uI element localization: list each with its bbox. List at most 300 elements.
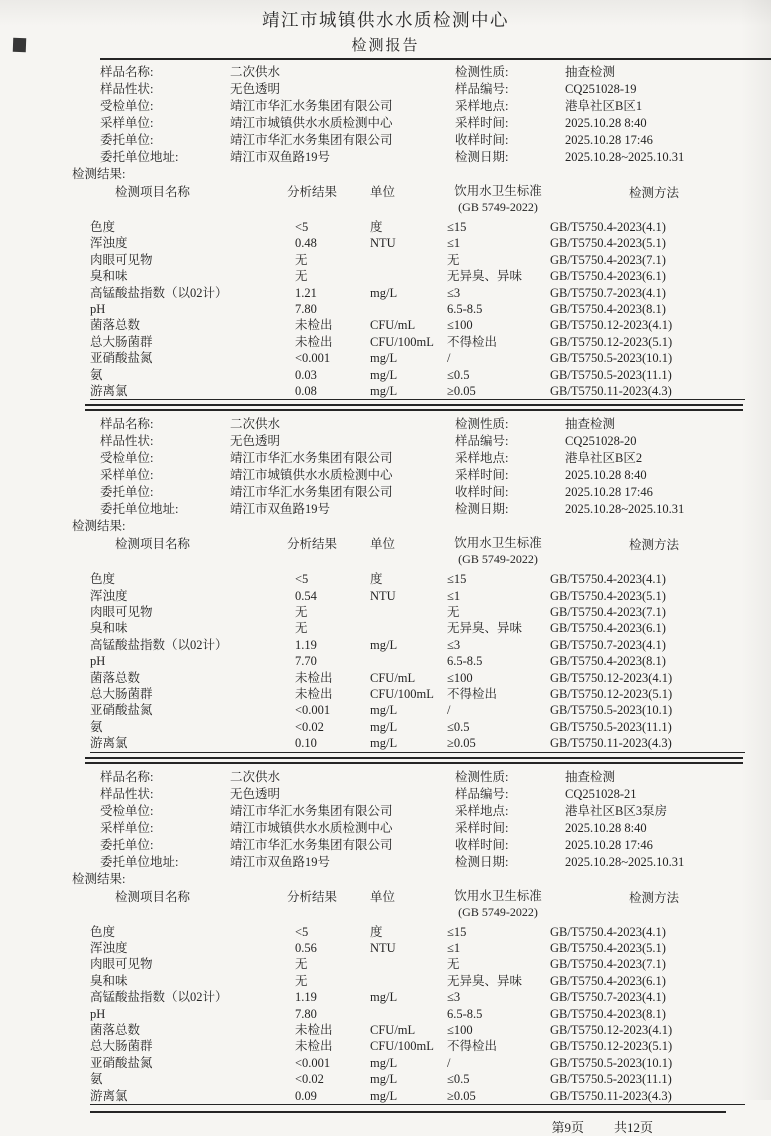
cell-standard-limit: ≤0.5 [447, 719, 470, 734]
cell-test-method: GB/T5750.12-2023(5.1) [550, 687, 673, 702]
cell-test-method: GB/T5750.5-2023(11.1) [550, 367, 672, 382]
cell-item-name: pH [90, 654, 106, 669]
info-value: 2025.10.28 17:46 [565, 133, 653, 147]
cell-standard-limit: ≥0.05 [447, 736, 476, 751]
cell-item-name: 臭和味 [90, 621, 128, 636]
cell-analysis-result: 0.56 [295, 940, 317, 955]
info-value: 二次供水 [230, 65, 281, 79]
cell-item-name: pH [90, 1006, 106, 1021]
sample-info-right-column [455, 64, 771, 166]
info-value: 抽查检测 [565, 417, 616, 432]
info-label: 样品编号: [455, 434, 509, 449]
info-value: 无色透明 [230, 786, 281, 801]
info-value: 2025.10.28~2025.10.31 [565, 854, 685, 869]
cell-test-method: GB/T5750.7-2023(4.1) [550, 637, 666, 652]
table-row [90, 268, 745, 284]
cell-unit: CFU/mL [370, 318, 416, 333]
table-row [90, 719, 745, 735]
cell-unit: NTU [370, 588, 396, 603]
cell-standard-limit: 不得检出 [447, 1039, 498, 1054]
results-table-body [0, 924, 771, 1105]
info-value: 靖江市华汇水务集团有限公司 [230, 451, 393, 466]
info-label: 采样地点: [455, 803, 509, 818]
cell-item-name: 色度 [90, 572, 116, 587]
info-value: 靖江市城镇供水水质检测中心 [230, 820, 393, 835]
cell-analysis-result: 未检出 [295, 1022, 333, 1037]
info-value: 2025.10.28~2025.10.31 [565, 502, 685, 517]
title-divider [100, 58, 771, 60]
cell-standard-limit: ≥0.05 [447, 383, 476, 398]
cell-standard-limit: 6.5-8.5 [447, 301, 483, 316]
table-row [90, 588, 745, 604]
cell-analysis-result: <5 [295, 220, 309, 234]
cell-standard-limit: 6.5-8.5 [447, 1006, 483, 1021]
table-row [90, 235, 745, 251]
cell-test-method: GB/T5750.12-2023(4.1) [550, 670, 673, 685]
cell-unit [370, 973, 447, 989]
results-label: 检测结果: [72, 871, 126, 886]
cell-test-method: GB/T5750.12-2023(4.1) [550, 318, 673, 333]
cell-test-method: GB/T5750.4-2023(5.1) [550, 236, 666, 251]
sample-info-left-column [100, 416, 455, 518]
cell-standard-limit: ≤3 [447, 637, 461, 652]
cell-standard-limit: ≤0.5 [447, 367, 470, 382]
table-row [90, 571, 745, 587]
column-header-standard-ref: (GB 5749-2022) [458, 904, 538, 919]
sample-info-right-column [455, 769, 771, 871]
cell-item-name: 游离氯 [90, 383, 128, 398]
cell-unit: mg/L [370, 736, 398, 751]
info-label: 受检单位: [100, 803, 154, 818]
cell-item-name: 浑浊度 [90, 588, 128, 603]
cell-standard-limit: 无异臭、异味 [447, 973, 523, 988]
cell-standard-limit: ≤0.5 [447, 1072, 470, 1087]
column-header-item: 检测项目名称 [115, 537, 191, 552]
info-label: 采样时间: [455, 116, 509, 130]
info-value: 2025.10.28 8:40 [565, 116, 647, 130]
info-value: 2025.10.28 8:40 [565, 820, 647, 835]
info-value: 靖江市华汇水务集团有限公司 [230, 133, 393, 147]
table-row [90, 1071, 745, 1087]
cell-item-name: 亚硝酸盐氮 [90, 1055, 153, 1070]
info-value: 靖江市华汇水务集团有限公司 [230, 803, 393, 818]
table-row [90, 383, 745, 400]
cell-unit: mg/L [370, 351, 398, 366]
results-label: 检测结果: [72, 167, 126, 181]
info-label: 委托单位: [100, 485, 154, 500]
cell-analysis-result: <0.001 [295, 703, 331, 718]
info-label: 样品性状: [100, 786, 154, 801]
cell-standard-limit: / [447, 1055, 451, 1070]
info-label: 收样时间: [455, 485, 509, 500]
info-value: CQ251028-20 [565, 434, 637, 449]
info-value: CQ251028-19 [565, 82, 637, 96]
cell-analysis-result: 0.48 [295, 236, 317, 251]
cell-standard-limit: ≤3 [447, 990, 461, 1005]
info-value: 靖江市双鱼路19号 [230, 502, 331, 517]
info-label: 样品名称: [100, 65, 154, 79]
cell-item-name: 氨 [90, 719, 103, 734]
cell-analysis-result: 7.80 [295, 1006, 317, 1021]
table-row [90, 1055, 745, 1071]
cell-unit: mg/L [370, 285, 398, 300]
report-sections-container [0, 64, 771, 1107]
cell-test-method: GB/T5750.4-2023(6.1) [550, 269, 666, 284]
cell-item-name: 菌落总数 [90, 1022, 141, 1037]
info-value: 2025.10.28~2025.10.31 [565, 150, 685, 164]
table-row [90, 956, 745, 972]
column-header-standard-ref: (GB 5749-2022) [458, 200, 538, 214]
table-row [90, 252, 745, 268]
column-header-standard: 饮用水卫生标准 (GB 5749-2022) [433, 183, 563, 215]
cell-item-name: 菌落总数 [90, 318, 141, 333]
info-label: 检测日期: [455, 854, 509, 869]
cell-test-method: GB/T5750.5-2023(11.1) [550, 1072, 672, 1087]
cell-analysis-result: 0.54 [295, 588, 317, 603]
page-total: 共12页 [613, 1119, 653, 1135]
report-section [0, 404, 771, 754]
cell-analysis-result: 0.03 [295, 367, 317, 382]
info-value: 港阜社区B区1 [565, 99, 643, 113]
cell-item-name: 高锰酸盐指数（以02计） [90, 637, 228, 652]
cell-standard-limit: ≤15 [447, 572, 467, 587]
info-label: 样品名称: [100, 769, 154, 784]
cell-standard-limit: 无 [447, 605, 460, 620]
cell-item-name: 高锰酸盐指数（以02计） [90, 285, 228, 300]
cell-analysis-result: <0.02 [295, 1072, 324, 1087]
table-row [90, 301, 745, 317]
cell-unit: mg/L [370, 990, 398, 1005]
cell-standard-limit: ≤15 [447, 220, 467, 234]
info-value: 二次供水 [230, 769, 281, 784]
info-label: 受检单位: [100, 99, 154, 113]
cell-test-method: GB/T5750.12-2023(4.1) [550, 1022, 673, 1037]
cell-test-method: GB/T5750.4-2023(6.1) [550, 621, 666, 636]
report-doc-title: 检测报告 [351, 38, 420, 54]
cell-test-method: GB/T5750.5-2023(10.1) [550, 703, 673, 718]
info-label: 采样单位: [100, 116, 154, 130]
cell-standard-limit: / [447, 703, 451, 718]
cell-item-name: 游离氯 [90, 736, 128, 751]
cell-item-name: 肉眼可见物 [90, 252, 153, 267]
page-footer [0, 1117, 653, 1136]
cell-test-method: GB/T5750.4-2023(4.1) [550, 924, 666, 939]
table-row [90, 989, 745, 1005]
cell-standard-limit: 无异臭、异味 [447, 621, 523, 636]
footer-divider [90, 1111, 726, 1113]
sample-info-left-column [100, 64, 455, 166]
cell-item-name: 游离氯 [90, 1088, 128, 1103]
cell-analysis-result: 1.21 [295, 285, 317, 300]
cell-standard-limit: 无异臭、异味 [447, 269, 523, 284]
cell-analysis-result: 无 [295, 605, 308, 620]
cell-test-method: GB/T5750.7-2023(4.1) [550, 285, 666, 300]
info-value: 港阜社区B区2 [565, 451, 643, 466]
cell-analysis-result: 未检出 [295, 1039, 333, 1054]
column-header-unit: 单位 [370, 185, 396, 199]
cell-standard-limit: ≤100 [447, 670, 473, 685]
table-row [90, 653, 745, 669]
cell-test-method: GB/T5750.4-2023(7.1) [550, 957, 666, 972]
table-row [90, 285, 745, 301]
info-label: 检测性质: [455, 769, 509, 784]
cell-unit: 度 [370, 924, 383, 939]
info-label: 采样单位: [100, 468, 154, 483]
results-table-body [0, 219, 771, 400]
column-header-result: 分析结果 [287, 537, 338, 552]
cell-test-method: GB/T5750.4-2023(7.1) [550, 252, 666, 267]
cell-test-method: GB/T5750.5-2023(11.1) [550, 719, 672, 734]
cell-unit: mg/L [370, 383, 398, 398]
cell-unit: CFU/mL [370, 1022, 416, 1037]
cell-analysis-result: 无 [295, 252, 308, 267]
cell-test-method: GB/T5750.4-2023(8.1) [550, 654, 666, 669]
info-value: 靖江市城镇供水水质检测中心 [230, 116, 393, 130]
cell-test-method: GB/T5750.4-2023(4.1) [550, 220, 666, 234]
cell-standard-limit: 不得检出 [447, 334, 498, 349]
cell-unit: NTU [370, 236, 396, 251]
results-table-header [90, 183, 745, 219]
info-label: 委托单位地址: [100, 502, 179, 517]
info-label: 采样时间: [455, 820, 509, 835]
cell-unit: CFU/100mL [370, 1039, 434, 1054]
cell-analysis-result: 未检出 [295, 670, 333, 685]
cell-item-name: 总大肠菌群 [90, 334, 153, 349]
info-label: 检测性质: [455, 65, 509, 79]
cell-analysis-result: 1.19 [295, 637, 317, 652]
column-header-standard-ref: (GB 5749-2022) [458, 552, 538, 567]
cell-analysis-result: 0.10 [295, 736, 317, 751]
cell-unit: 度 [370, 220, 383, 234]
cell-analysis-result: 0.09 [295, 1088, 317, 1103]
table-row [90, 940, 745, 956]
cell-unit: 度 [370, 572, 383, 587]
results-table-header [90, 888, 745, 924]
column-header-item: 检测项目名称 [115, 889, 191, 904]
info-label: 检测性质: [455, 417, 509, 432]
info-value: 2025.10.28 17:46 [565, 837, 653, 852]
table-row [90, 1088, 745, 1105]
info-label: 样品编号: [455, 786, 509, 801]
cell-item-name: 浑浊度 [90, 236, 128, 251]
info-label: 收样时间: [455, 133, 509, 147]
cell-analysis-result: 未检出 [295, 687, 333, 702]
cell-analysis-result: <5 [295, 572, 309, 587]
cell-item-name: 色度 [90, 924, 116, 939]
column-header-standard: 饮用水卫生标准 (GB 5749-2022) [433, 888, 563, 920]
table-row [90, 350, 745, 366]
cell-unit: CFU/100mL [370, 687, 434, 702]
cell-item-name: 亚硝酸盐氮 [90, 703, 153, 718]
cell-unit [370, 653, 447, 669]
cell-analysis-result: 无 [295, 269, 308, 284]
info-label: 采样地点: [455, 451, 509, 466]
cell-test-method: GB/T5750.5-2023(10.1) [550, 351, 673, 366]
info-value: 靖江市华汇水务集团有限公司 [230, 485, 393, 500]
cell-analysis-result: 1.19 [295, 990, 317, 1005]
cell-unit [370, 604, 447, 620]
cell-test-method: GB/T5750.4-2023(8.1) [550, 301, 666, 316]
info-value: 抽查检测 [565, 769, 616, 784]
cell-unit: mg/L [370, 719, 398, 734]
info-label: 委托单位地址: [100, 150, 179, 164]
info-value: 无色透明 [230, 434, 281, 449]
cell-test-method: GB/T5750.12-2023(5.1) [550, 334, 673, 349]
cell-analysis-result: 未检出 [295, 318, 333, 333]
cell-item-name: 菌落总数 [90, 670, 141, 685]
report-section [0, 757, 771, 1107]
info-label: 样品性状: [100, 434, 154, 449]
cell-analysis-result: 未检出 [295, 334, 333, 349]
cell-test-method: GB/T5750.4-2023(5.1) [550, 940, 666, 955]
info-label: 采样单位: [100, 820, 154, 835]
info-value: 无色透明 [230, 82, 281, 96]
cell-standard-limit: ≤100 [447, 1022, 473, 1037]
info-value: 2025.10.28 8:40 [565, 468, 647, 483]
info-label: 检测日期: [455, 150, 509, 164]
sample-info-block [0, 64, 771, 166]
cell-unit [370, 620, 447, 636]
cell-item-name: 臭和味 [90, 269, 128, 284]
info-value: 靖江市华汇水务集团有限公司 [230, 837, 393, 852]
report-section [0, 64, 771, 402]
page-number: 第9页 [551, 1119, 584, 1135]
cell-unit: mg/L [370, 1072, 398, 1087]
cell-test-method: GB/T5750.4-2023(7.1) [550, 605, 666, 620]
cell-standard-limit: 无 [447, 957, 460, 972]
column-header-unit: 单位 [370, 537, 396, 552]
cell-analysis-result: 无 [295, 973, 308, 988]
table-row [90, 334, 745, 350]
results-table-body [0, 571, 771, 752]
cell-item-name: 亚硝酸盐氮 [90, 351, 153, 366]
info-value: 港阜社区B区3泵房 [565, 803, 668, 818]
sample-info-right-column [455, 416, 771, 518]
column-header-item: 检测项目名称 [115, 185, 191, 199]
table-row [90, 637, 745, 653]
cell-standard-limit: ≤1 [447, 588, 461, 603]
cell-unit: mg/L [370, 1055, 398, 1070]
cell-item-name: 总大肠菌群 [90, 1039, 153, 1054]
cell-unit [370, 252, 447, 268]
cell-analysis-result: 7.70 [295, 654, 317, 669]
cell-standard-limit: ≤3 [447, 285, 461, 300]
table-row [90, 1006, 745, 1022]
cell-unit: mg/L [370, 703, 398, 718]
cell-item-name: pH [90, 301, 106, 316]
cell-standard-limit: ≤1 [447, 236, 461, 251]
cell-standard-limit: 6.5-8.5 [447, 654, 483, 669]
sample-info-block [0, 769, 771, 871]
cell-test-method: GB/T5750.5-2023(10.1) [550, 1055, 673, 1070]
sample-info-left-column [100, 769, 455, 871]
table-row [90, 367, 745, 383]
cell-test-method: GB/T5750.4-2023(5.1) [550, 588, 666, 603]
info-label: 采样地点: [455, 99, 509, 113]
info-label: 委托单位: [100, 133, 154, 147]
info-label: 样品性状: [100, 82, 154, 96]
cell-item-name: 高锰酸盐指数（以02计） [90, 990, 228, 1005]
cell-test-method: GB/T5750.4-2023(4.1) [550, 572, 666, 587]
cell-item-name: 肉眼可见物 [90, 957, 153, 972]
cell-test-method: GB/T5750.7-2023(4.1) [550, 990, 666, 1005]
cell-unit: mg/L [370, 637, 398, 652]
scan-artifact-mark [13, 38, 26, 52]
cell-analysis-result: 无 [295, 957, 308, 972]
cell-analysis-result: 7.80 [295, 301, 317, 316]
cell-unit [370, 956, 447, 972]
cell-unit: mg/L [370, 367, 398, 382]
cell-standard-limit: 不得检出 [447, 687, 498, 702]
cell-unit [370, 1006, 447, 1022]
cell-analysis-result: <0.001 [295, 1055, 331, 1070]
table-row [90, 686, 745, 702]
column-header-method: 检测方法 [628, 538, 679, 553]
column-header-method: 检测方法 [628, 186, 679, 200]
info-value: 靖江市双鱼路19号 [230, 854, 331, 869]
cell-unit: CFU/100mL [370, 334, 434, 349]
table-row [90, 973, 745, 989]
info-label: 样品编号: [455, 82, 509, 96]
column-header-method: 检测方法 [628, 890, 679, 905]
info-label: 检测日期: [455, 502, 509, 517]
cell-item-name: 氨 [90, 1072, 103, 1087]
cell-test-method: GB/T5750.11-2023(4.3) [550, 1088, 672, 1103]
info-label: 样品名称: [100, 417, 154, 432]
table-row [90, 317, 745, 333]
cell-standard-limit: ≥0.05 [447, 1088, 476, 1103]
cell-item-name: 氨 [90, 367, 103, 382]
results-table-header [90, 535, 745, 571]
cell-test-method: GB/T5750.11-2023(4.3) [550, 383, 672, 398]
table-row [90, 604, 745, 620]
cell-standard-limit: ≤1 [447, 940, 461, 955]
cell-standard-limit: / [447, 351, 451, 366]
cell-standard-limit: 无 [447, 252, 460, 267]
column-header-result: 分析结果 [287, 185, 338, 199]
cell-unit: CFU/mL [370, 670, 416, 685]
info-value: 靖江市城镇供水水质检测中心 [230, 468, 393, 483]
info-label: 委托单位: [100, 837, 154, 852]
info-value: 二次供水 [230, 417, 281, 432]
table-row [90, 1022, 745, 1038]
info-label: 委托单位地址: [100, 854, 179, 869]
cell-item-name: 色度 [90, 220, 116, 234]
cell-item-name: 浑浊度 [90, 940, 128, 955]
column-header-result: 分析结果 [287, 889, 338, 904]
cell-analysis-result: 无 [295, 621, 308, 636]
info-label: 采样时间: [455, 468, 509, 483]
cell-standard-limit: ≤15 [447, 924, 467, 939]
results-label: 检测结果: [72, 519, 126, 534]
table-row [90, 1038, 745, 1054]
cell-unit: mg/L [370, 1088, 398, 1103]
info-label: 受检单位: [100, 451, 154, 466]
cell-test-method: GB/T5750.4-2023(8.1) [550, 1006, 666, 1021]
cell-unit [370, 301, 447, 317]
info-value: 抽查检测 [565, 65, 616, 79]
info-label: 收样时间: [455, 837, 509, 852]
cell-item-name: 臭和味 [90, 973, 128, 988]
cell-analysis-result: 0.08 [295, 383, 317, 398]
cell-item-name: 肉眼可见物 [90, 605, 153, 620]
info-value: 2025.10.28 17:46 [565, 485, 653, 500]
column-header-standard: 饮用水卫生标准 (GB 5749-2022) [433, 535, 563, 567]
info-value: 靖江市双鱼路19号 [230, 150, 331, 164]
info-value: CQ251028-21 [565, 786, 637, 801]
cell-test-method: GB/T5750.12-2023(5.1) [550, 1039, 673, 1054]
table-row [90, 702, 745, 718]
